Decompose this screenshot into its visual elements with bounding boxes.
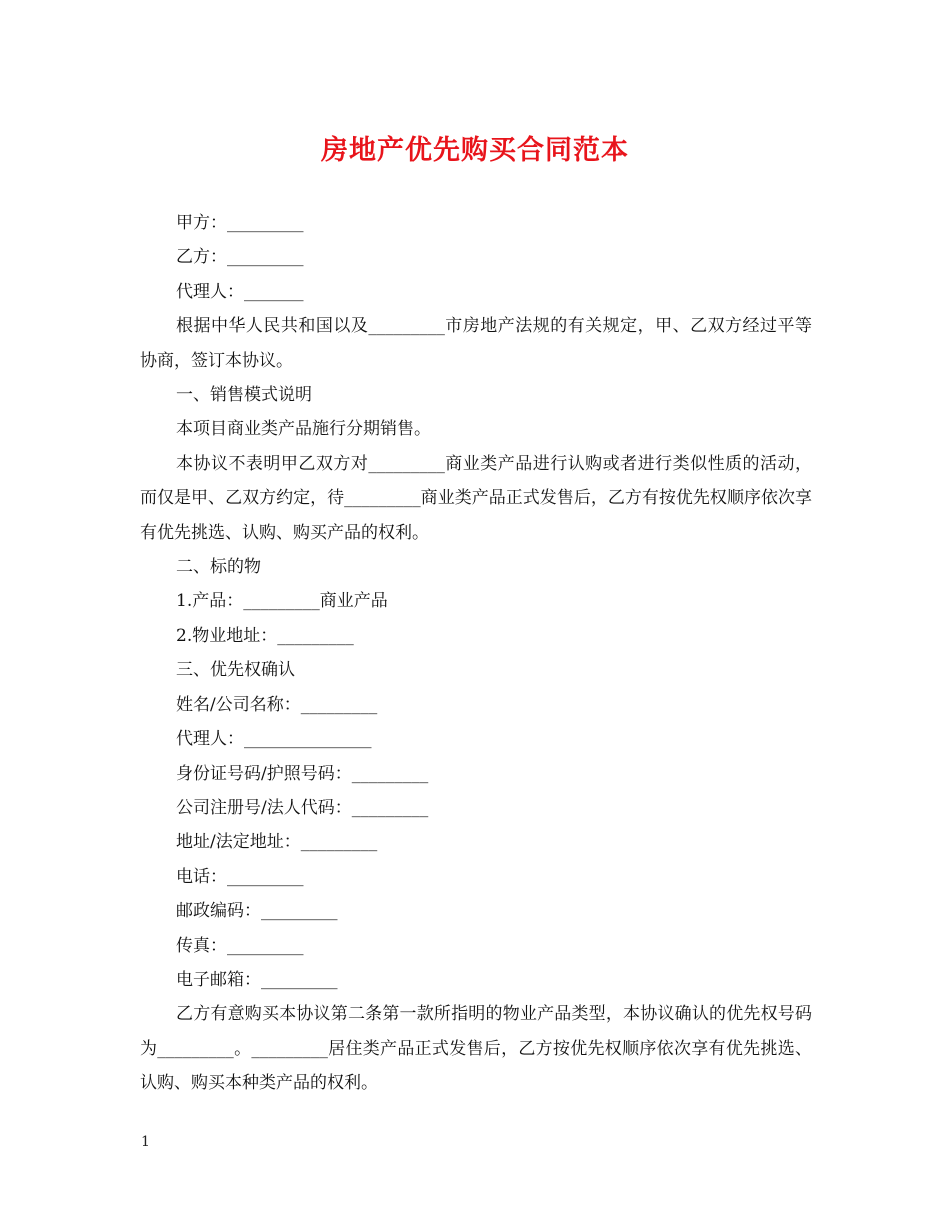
section-1-paragraph-1: 本项目商业类产品施行分期销售。 — [176, 419, 431, 440]
party-a-line: 甲方：_________ — [176, 213, 304, 233]
phone-line: 电话：_________ — [176, 866, 304, 887]
section-2-heading: 二、标的物 — [176, 557, 261, 578]
section-3-heading: 三、优先权确认 — [176, 660, 295, 681]
priority-number-paragraph: 乙方有意购买本协议第二条第一款所指明的物业产品类型，本协议确认的优先权号码为_________。_________居住类产品正式发售后，乙方按优先权顺序依次享有优先挑选、认购、购买本种类产品的权利。 — [140, 1004, 812, 1094]
fax-line: 传真：_________ — [176, 935, 304, 956]
id-passport-line: 身份证号码/护照号码：_________ — [176, 763, 429, 784]
postcode-line: 邮政编码：_________ — [176, 901, 338, 922]
product-line: 1.产品：_________商业产品 — [176, 591, 388, 612]
party-b-line: 乙方：_________ — [176, 247, 304, 268]
agent-line: 代理人：_______ — [176, 281, 304, 302]
document-body — [140, 206, 812, 1101]
property-address-line: 2.物业地址：_________ — [176, 625, 354, 646]
address-line: 地址/法定地址：_________ — [176, 832, 378, 853]
document-title: 房地产优先购买合同范本 — [321, 135, 629, 166]
name-company-line: 姓名/公司名称：_________ — [176, 694, 378, 715]
section-1-heading: 一、销售模式说明 — [176, 385, 312, 406]
preamble-paragraph: 根据中华人民共和国以及_________市房地产法规的有关规定，甲、乙双方经过平等协商，签订本协议。 — [140, 316, 812, 371]
section-1-paragraph-2: 本协议不表明甲乙双方对_________商业类产品进行认购或者进行类似性质的活动，而仅是甲、乙双方约定，待_________商业类产品正式发售后，乙方有按优先权顺序依次享有优先挑选、认购、购买产品的权利。 — [140, 453, 812, 543]
email-line: 电子邮箱：_________ — [176, 969, 338, 990]
page-number: 1 — [141, 1134, 150, 1150]
company-reg-line: 公司注册号/法人代码：_________ — [176, 797, 429, 818]
agent-line-2: 代理人：_______________ — [176, 729, 372, 750]
